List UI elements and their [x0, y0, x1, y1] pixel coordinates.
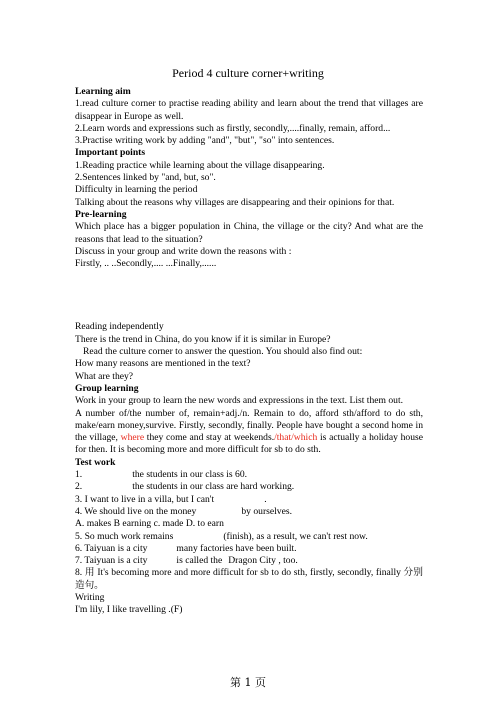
question-number: 1.	[75, 469, 83, 481]
important-points-line-1: 1.Reading practice while learning about the village disappearing.	[75, 159, 325, 171]
question-text: 7. Taiyuan is a city	[75, 555, 148, 567]
question-text: the students in our class is 60.	[132, 469, 248, 481]
group-learning-line-1: Work in your group to learn the new words and expressions in the text. List them out.	[75, 395, 404, 407]
question-text: 3. I want to live in a villa, but I can't	[75, 493, 215, 505]
test-question-4	[75, 506, 423, 518]
test-question-8: 8. 用 It's becoming more and more difficult for sb to do sth, firstly, secondly, finally 分别造句。	[75, 567, 423, 591]
answer-space	[75, 270, 423, 321]
learning-aim-line-1: 1.read culture corner to practise reading ability and learn about the trend that villages are disappear in Europe as well.	[75, 98, 423, 122]
difficulty-heading: Difficulty in learning the period	[75, 184, 198, 196]
important-points-line-2: 2.Sentences linked by "and, but, so".	[75, 172, 216, 184]
document-body	[75, 86, 423, 617]
group-learning-text-b: they come and stay at weekends.	[144, 432, 275, 444]
group-learning-text-c: is actually a holiday house for then. It is becoming more and more difficult for sb to do sth.	[75, 432, 423, 456]
test-question-4-options: A. makes B earning c. made D. to earn	[75, 518, 224, 530]
pre-learning-line-2: Discuss in your group and write down the reasons with :	[75, 245, 292, 257]
reading-heading: Reading independently	[75, 321, 164, 333]
question-text-mid: is called the	[176, 555, 223, 567]
page-title: Period 4 culture corner+writing	[172, 66, 324, 80]
reading-line-3: How many reasons are mentioned in the text?	[75, 358, 251, 370]
reading-line-2: Read the culture corner to answer the question. You should also find out:	[83, 346, 363, 358]
question-text-end: by ourselves.	[241, 505, 292, 517]
question-text: the students in our class are hard working.	[132, 481, 295, 493]
page-footer: 第 1 页	[230, 676, 266, 689]
group-learning-text-a: A number of/the number of, remain+adj./n. Remain to do, afford sth/afford to do sth, make/earn money,survive. Firstly, secondly, finally. People have bought a second home in the village,	[75, 407, 423, 444]
question-text-end: (finish), as a result, we can't rest now.	[223, 530, 368, 542]
question-text: 4. We should live on the money	[75, 505, 197, 517]
learning-aim-heading: Learning aim	[75, 86, 131, 97]
question-text: 5. So much work remains	[75, 530, 174, 542]
reading-line-4: What are they?	[75, 370, 134, 382]
learning-aim-line-3: 3.Practise writing work by adding "and", "but", "so" into sentences.	[75, 135, 335, 147]
question-text-end: many factories have been built.	[176, 542, 297, 554]
test-work-heading: Test work	[75, 456, 116, 468]
writing-line-1: I'm lily, I like travelling .(F)	[75, 604, 183, 616]
highlight-where: where	[120, 432, 145, 444]
writing-heading: Writing	[75, 591, 105, 603]
important-points-heading: Important points	[75, 147, 146, 159]
question-number: 2.	[75, 481, 83, 493]
question-text: 6. Taiyuan is a city	[75, 542, 148, 554]
test-question-2	[75, 481, 423, 493]
pre-learning-heading: Pre-learning	[75, 208, 127, 220]
group-learning-heading: Group learning	[75, 382, 139, 394]
test-question-3	[75, 494, 423, 506]
test-question-5	[75, 531, 423, 543]
group-learning-paragraph	[75, 408, 423, 457]
test-question-6	[75, 543, 423, 555]
test-question-1	[75, 469, 423, 481]
pre-learning-line-1: Which place has a bigger population in China, the village or the city? And what are the reasons that lead to the situation?	[75, 221, 423, 245]
learning-aim-line-2: 2.Learn words and expressions such as firstly, secondly,....finally, remain, afford...	[75, 122, 391, 134]
question-text-end: .	[264, 493, 267, 505]
highlight-that-which: /that/which	[274, 432, 318, 444]
pre-learning-line-3: Firstly, .. ..Secondly,.... ...Finally,......	[75, 258, 217, 270]
difficulty-line: Talking about the reasons why villages are disappearing and their opinions for that.	[75, 196, 395, 208]
reading-line-1: There is the trend in China, do you know if it is similar in Europe?	[75, 333, 331, 345]
question-text-end: Dragon City , too.	[228, 555, 298, 567]
test-question-7	[75, 555, 423, 567]
